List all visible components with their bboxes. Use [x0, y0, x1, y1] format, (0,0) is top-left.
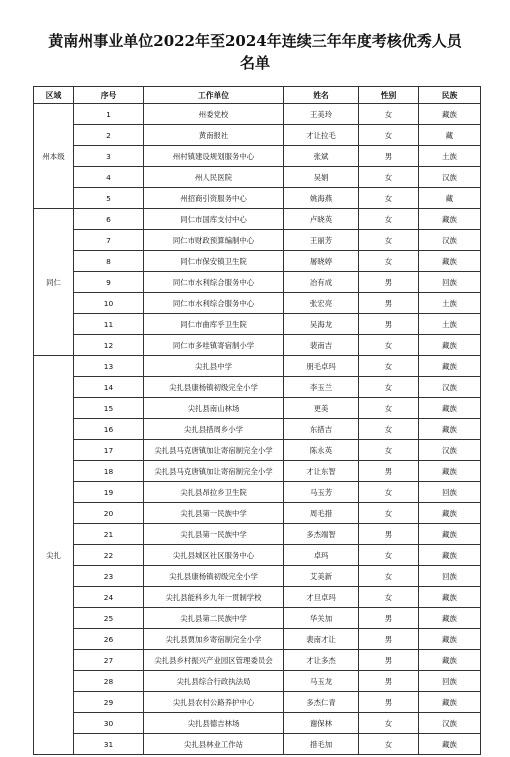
cell-name: 王美玲 — [284, 104, 359, 125]
cell-name: 才让拉毛 — [284, 125, 359, 146]
cell-ethnicity: 藏族 — [419, 692, 481, 713]
table-row — [34, 608, 481, 629]
cell-unit: 尖扎县昂拉乡卫生院 — [144, 482, 284, 503]
cell-number: 7 — [74, 230, 144, 251]
cell-number: 28 — [74, 671, 144, 692]
cell-gender: 女 — [359, 566, 419, 587]
cell-gender: 女 — [359, 125, 419, 146]
cell-gender: 女 — [359, 419, 419, 440]
cell-ethnicity: 回族 — [419, 671, 481, 692]
cell-number: 25 — [74, 608, 144, 629]
title-line-2: 名单 — [239, 54, 270, 72]
cell-name: 张斌 — [284, 146, 359, 167]
cell-unit: 尖扎县南山林场 — [144, 398, 284, 419]
cell-ethnicity: 藏族 — [419, 419, 481, 440]
cell-unit: 同仁市国库支付中心 — [144, 209, 284, 230]
cell-ethnicity: 土族 — [419, 293, 481, 314]
cell-ethnicity: 土族 — [419, 314, 481, 335]
cell-name: 卢晓英 — [284, 209, 359, 230]
cell-unit: 同仁市水利综合服务中心 — [144, 293, 284, 314]
cell-ethnicity: 汉族 — [419, 230, 481, 251]
cell-name: 马玉芳 — [284, 482, 359, 503]
cell-unit: 尖扎县马克唐镇加让寄宿制完全小学 — [144, 461, 284, 482]
cell-name: 华关加 — [284, 608, 359, 629]
cell-name: 才让东智 — [284, 461, 359, 482]
cell-unit: 州招商引资服务中心 — [144, 188, 284, 209]
cell-number: 19 — [74, 482, 144, 503]
cell-ethnicity: 土族 — [419, 146, 481, 167]
cell-unit: 同仁市曲库乎卫生院 — [144, 314, 284, 335]
cell-ethnicity: 藏族 — [419, 545, 481, 566]
cell-name: 才旦卓玛 — [284, 587, 359, 608]
cell-gender: 女 — [359, 503, 419, 524]
cell-gender: 男 — [359, 650, 419, 671]
table-row — [34, 566, 481, 587]
cell-ethnicity: 藏族 — [419, 356, 481, 377]
cell-number: 23 — [74, 566, 144, 587]
cell-name: 姚海燕 — [284, 188, 359, 209]
cell-unit: 同仁市水利综合服务中心 — [144, 272, 284, 293]
cell-name: 马玉龙 — [284, 671, 359, 692]
table-row — [34, 587, 481, 608]
cell-ethnicity: 回族 — [419, 566, 481, 587]
cell-number: 8 — [74, 251, 144, 272]
cell-unit: 尖扎县综合行政执法局 — [144, 671, 284, 692]
cell-name: 陈永英 — [284, 440, 359, 461]
cell-gender: 男 — [359, 146, 419, 167]
table-row — [34, 419, 481, 440]
table-row — [34, 377, 481, 398]
cell-ethnicity: 藏族 — [419, 629, 481, 650]
cell-unit: 尖扎县德吉林场 — [144, 713, 284, 734]
table-row — [34, 293, 481, 314]
cell-number: 6 — [74, 209, 144, 230]
cell-gender: 男 — [359, 692, 419, 713]
cell-gender: 女 — [359, 734, 419, 755]
cell-ethnicity: 汉族 — [419, 377, 481, 398]
cell-gender: 男 — [359, 671, 419, 692]
table-row — [34, 713, 481, 734]
cell-gender: 女 — [359, 335, 419, 356]
header-row — [34, 87, 481, 104]
cell-ethnicity: 汉族 — [419, 713, 481, 734]
cell-gender: 女 — [359, 713, 419, 734]
cell-unit: 尖扎县乡村振兴产业园区管理委员会 — [144, 650, 284, 671]
cell-gender: 男 — [359, 314, 419, 335]
document-title — [0, 30, 510, 74]
cell-ethnicity: 藏族 — [419, 398, 481, 419]
cell-ethnicity: 藏 — [419, 125, 481, 146]
cell-gender: 女 — [359, 398, 419, 419]
cell-ethnicity: 藏 — [419, 188, 481, 209]
header-unit: 工作单位 — [144, 87, 284, 104]
header-number: 序号 — [74, 87, 144, 104]
cell-number: 14 — [74, 377, 144, 398]
cell-name: 艾美新 — [284, 566, 359, 587]
cell-name: 谢保林 — [284, 713, 359, 734]
cell-ethnicity: 藏族 — [419, 209, 481, 230]
table-row — [34, 167, 481, 188]
title-line-1: 黄南州事业单位2022年至2024年连续三年年度考核优秀人员 — [48, 32, 462, 50]
table-row — [34, 188, 481, 209]
cell-name: 多杰仁青 — [284, 692, 359, 713]
cell-unit: 同仁市多哇镇寄宿制小学 — [144, 335, 284, 356]
table-row — [34, 335, 481, 356]
cell-name: 东措吉 — [284, 419, 359, 440]
cell-gender: 女 — [359, 440, 419, 461]
table-row — [34, 650, 481, 671]
cell-name: 冶有成 — [284, 272, 359, 293]
cell-name: 多杰端智 — [284, 524, 359, 545]
cell-name: 裴南才让 — [284, 629, 359, 650]
cell-ethnicity: 藏族 — [419, 524, 481, 545]
cell-number: 1 — [74, 104, 144, 125]
table-row — [34, 356, 481, 377]
cell-ethnicity: 回族 — [419, 482, 481, 503]
table-row — [34, 545, 481, 566]
table-row — [34, 461, 481, 482]
cell-gender: 女 — [359, 356, 419, 377]
cell-unit: 州人民医院 — [144, 167, 284, 188]
table-row — [34, 629, 481, 650]
cell-name: 吴娟 — [284, 167, 359, 188]
roster-table — [33, 86, 481, 755]
cell-gender: 女 — [359, 104, 419, 125]
cell-ethnicity: 藏族 — [419, 587, 481, 608]
cell-unit: 尖扎县能科乡九年一贯制学校 — [144, 587, 284, 608]
cell-ethnicity: 藏族 — [419, 104, 481, 125]
cell-gender: 女 — [359, 230, 419, 251]
table-row — [34, 398, 481, 419]
cell-unit: 尖扎县林业工作站 — [144, 734, 284, 755]
cell-unit: 州委党校 — [144, 104, 284, 125]
cell-ethnicity: 藏族 — [419, 608, 481, 629]
cell-number: 4 — [74, 167, 144, 188]
cell-ethnicity: 汉族 — [419, 440, 481, 461]
cell-unit: 尖扎县措周乡小学 — [144, 419, 284, 440]
cell-unit: 州村镇建设规划服务中心 — [144, 146, 284, 167]
table-row — [34, 272, 481, 293]
cell-gender: 女 — [359, 482, 419, 503]
cell-gender: 女 — [359, 587, 419, 608]
table-row — [34, 251, 481, 272]
header-ethnicity: 民族 — [419, 87, 481, 104]
cell-number: 10 — [74, 293, 144, 314]
cell-number: 16 — [74, 419, 144, 440]
cell-name: 才让多杰 — [284, 650, 359, 671]
cell-number: 20 — [74, 503, 144, 524]
cell-name: 李玉兰 — [284, 377, 359, 398]
cell-number: 29 — [74, 692, 144, 713]
cell-number: 22 — [74, 545, 144, 566]
cell-gender: 男 — [359, 608, 419, 629]
header-gender: 性别 — [359, 87, 419, 104]
table-row — [34, 146, 481, 167]
cell-number: 30 — [74, 713, 144, 734]
cell-name: 张宏亮 — [284, 293, 359, 314]
cell-gender: 男 — [359, 293, 419, 314]
cell-number: 24 — [74, 587, 144, 608]
cell-unit: 黄南报社 — [144, 125, 284, 146]
table-row — [34, 125, 481, 146]
cell-unit: 尖扎县中学 — [144, 356, 284, 377]
cell-gender: 男 — [359, 629, 419, 650]
cell-unit: 尖扎县第一民族中学 — [144, 524, 284, 545]
header-name: 姓名 — [284, 87, 359, 104]
cell-unit: 尖扎县康杨镇初级完全小学 — [144, 566, 284, 587]
cell-number: 13 — [74, 356, 144, 377]
cell-name: 朋毛卓玛 — [284, 356, 359, 377]
cell-number: 3 — [74, 146, 144, 167]
cell-region: 州本级 — [34, 104, 74, 209]
cell-gender: 女 — [359, 188, 419, 209]
cell-number: 31 — [74, 734, 144, 755]
cell-region: 同仁 — [34, 209, 74, 356]
cell-gender: 女 — [359, 377, 419, 398]
cell-gender: 男 — [359, 272, 419, 293]
table-row — [34, 692, 481, 713]
cell-ethnicity: 藏族 — [419, 251, 481, 272]
cell-number: 11 — [74, 314, 144, 335]
cell-ethnicity: 藏族 — [419, 650, 481, 671]
cell-name: 裴南吉 — [284, 335, 359, 356]
cell-name: 措毛加 — [284, 734, 359, 755]
cell-gender: 女 — [359, 209, 419, 230]
cell-number: 9 — [74, 272, 144, 293]
cell-unit: 尖扎县城区社区服务中心 — [144, 545, 284, 566]
cell-number: 27 — [74, 650, 144, 671]
cell-number: 12 — [74, 335, 144, 356]
table-row — [34, 230, 481, 251]
cell-number: 5 — [74, 188, 144, 209]
cell-number: 26 — [74, 629, 144, 650]
table-row — [34, 734, 481, 755]
cell-unit: 尖扎县农村公路养护中心 — [144, 692, 284, 713]
table-row — [34, 482, 481, 503]
cell-region: 尖扎 — [34, 356, 74, 755]
cell-name: 吴海龙 — [284, 314, 359, 335]
cell-number: 21 — [74, 524, 144, 545]
cell-number: 2 — [74, 125, 144, 146]
table-row — [34, 209, 481, 230]
table-row — [34, 503, 481, 524]
cell-name: 屠晓婷 — [284, 251, 359, 272]
cell-number: 18 — [74, 461, 144, 482]
table-row — [34, 440, 481, 461]
table-row — [34, 524, 481, 545]
cell-number: 15 — [74, 398, 144, 419]
table-row — [34, 314, 481, 335]
cell-name: 王丽芳 — [284, 230, 359, 251]
cell-unit: 同仁市财政预算编制中心 — [144, 230, 284, 251]
cell-name: 周毛措 — [284, 503, 359, 524]
cell-unit: 尖扎县马克唐镇加让寄宿制完全小学 — [144, 440, 284, 461]
table-row — [34, 671, 481, 692]
cell-unit: 尖扎县第二民族中学 — [144, 608, 284, 629]
cell-ethnicity: 藏族 — [419, 503, 481, 524]
cell-unit: 同仁市保安镇卫生院 — [144, 251, 284, 272]
cell-ethnicity: 汉族 — [419, 167, 481, 188]
cell-ethnicity: 藏族 — [419, 335, 481, 356]
roster-body — [34, 104, 481, 755]
cell-unit: 尖扎县第一民族中学 — [144, 503, 284, 524]
cell-unit: 尖扎县康杨镇初级完全小学 — [144, 377, 284, 398]
cell-gender: 男 — [359, 524, 419, 545]
cell-gender: 女 — [359, 545, 419, 566]
table-row — [34, 104, 481, 125]
cell-gender: 女 — [359, 167, 419, 188]
cell-name: 卓玛 — [284, 545, 359, 566]
cell-ethnicity: 藏族 — [419, 461, 481, 482]
cell-number: 17 — [74, 440, 144, 461]
cell-name: 更美 — [284, 398, 359, 419]
cell-ethnicity: 藏族 — [419, 734, 481, 755]
cell-gender: 女 — [359, 251, 419, 272]
cell-unit: 尖扎县贾加乡寄宿制完全小学 — [144, 629, 284, 650]
header-region: 区域 — [34, 87, 74, 104]
cell-gender: 男 — [359, 461, 419, 482]
cell-ethnicity: 回族 — [419, 272, 481, 293]
